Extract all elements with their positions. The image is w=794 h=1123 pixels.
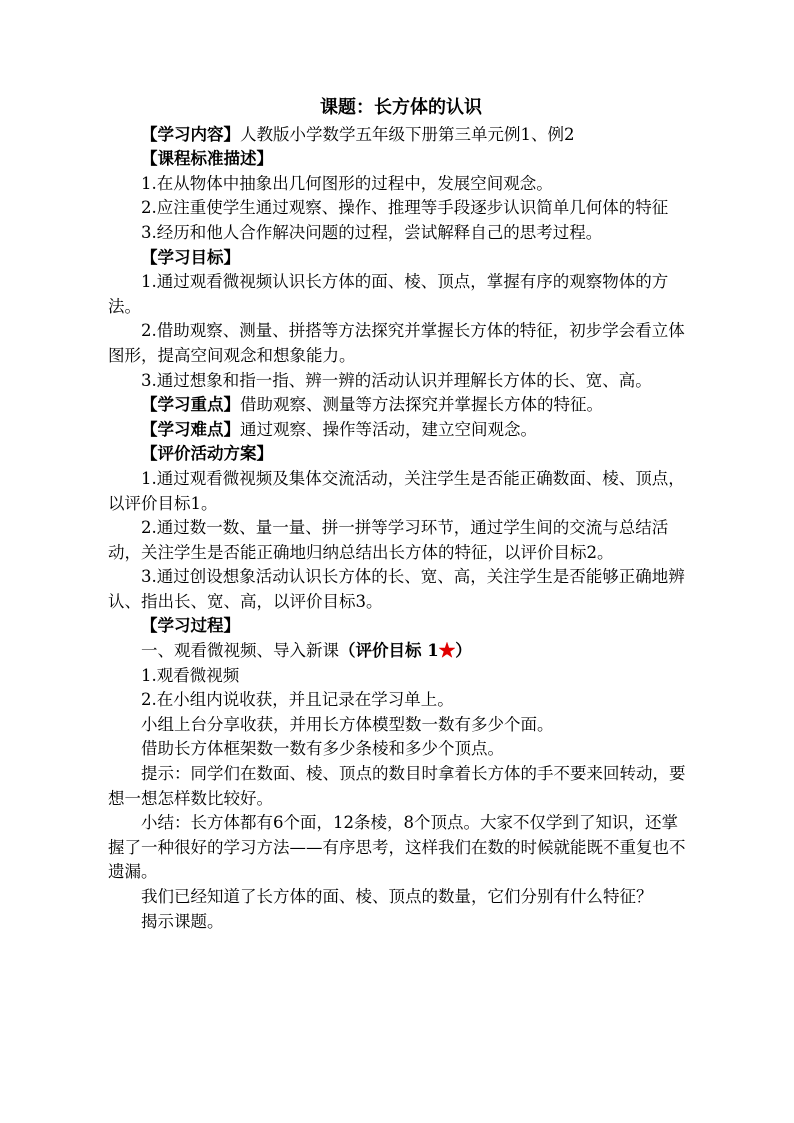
goals-item: 3.通过想象和指一指、辨一辨的活动认识并理解长方体的长、宽、高。 [141, 370, 652, 390]
process-line: 借助长方体框架数一数有多少条棱和多少个顶点。 [141, 739, 504, 759]
standards-item: 3.经历和他人合作解决问题的过程，尝试解释自己的思考过程。 [141, 222, 603, 242]
learning-content [108, 123, 694, 148]
evaluation-item: 2.通过数一数、量一量、拼一拼等学习环节，通过学生间的交流与总结活动，关注学生是否能正确地归纳总结出长方体的特征，以评价目标2。 [108, 518, 669, 562]
difficulty-text: 通过观察、操作等活动，建立空间观念。 [240, 419, 537, 439]
standards-item: 1.在从物体中抽象出几何图形的过程中，发展空间观念。 [141, 173, 553, 193]
process-line: 提示：同学们在数面、棱、顶点的数目时拿着长方体的手不要来回转动，要想一想怎样数比较好。 [108, 764, 686, 808]
goals-item: 2.借助观察、测量、拼搭等方法探究并掌握长方体的特征，初步学会看立体图形，提高空间观念和想象能力。 [108, 321, 685, 365]
process-line: 小组上台分享收获，并用长方体模型数一数有多少个面。 [141, 714, 554, 734]
difficulty [108, 418, 694, 443]
process-line: 小结：长方体都有6个面，12条棱，8个顶点。大家不仅学到了知识，还掌握了一种很好的学习方法——有序思考，这样我们在数的时候就能既不重复也不遗漏。 [108, 813, 686, 882]
evaluation-heading: 【评价活动方案】 [141, 444, 273, 464]
section-1-goal: （评价目标 1 [339, 641, 439, 661]
evaluation-item: 1.通过观看微视频及集体交流活动，关注学生是否能正确数面、棱、顶点，以评价目标1。 [108, 468, 685, 513]
process-line: 1.观看微视频 [141, 665, 240, 685]
evaluation-item: 3.通过创设想象活动认识长方体的长、宽、高，关注学生是否能够正确地辨认、指出长、宽、高，以评价目标3。 [108, 567, 685, 611]
difficulty-label: 【学习难点】 [141, 419, 240, 439]
lesson-title: 课题：长方体的认识 [320, 97, 482, 118]
key-point-label: 【学习重点】 [141, 395, 240, 415]
process-line: 2.在小组内说收获，并且记录在学习单上。 [141, 690, 454, 710]
goals-heading: 【学习目标】 [141, 247, 240, 267]
learning-content-text: 人教版小学数学五年级下册第三单元例1、例2 [240, 124, 575, 144]
standards-heading: 【课程标准描述】 [141, 149, 273, 169]
section-1-close: ） [455, 641, 472, 661]
standards-item: 2.应注重使学生通过观察、操作、推理等手段逐步认识简单几何体的特征 [141, 198, 669, 218]
learning-content-label: 【学习内容】 [141, 124, 240, 144]
goals-item: 1.通过观看微视频认识长方体的面、棱、顶点，掌握有序的观察物体的方法。 [108, 272, 669, 316]
document-page [108, 96, 694, 934]
process-section-1 [108, 639, 694, 664]
process-heading: 【学习过程】 [141, 616, 240, 636]
process-line: 我们已经知道了长方体的面、棱、顶点的数量，它们分别有什么特征？ [141, 887, 653, 906]
key-point-text: 借助观察、测量等方法探究并掌握长方体的特征。 [240, 395, 603, 415]
star-icon: ★ [438, 641, 456, 661]
process-line: 揭示课题。 [141, 911, 224, 931]
section-1-text: 一、观看微视频、导入新课 [141, 641, 339, 661]
key-point [108, 393, 694, 418]
